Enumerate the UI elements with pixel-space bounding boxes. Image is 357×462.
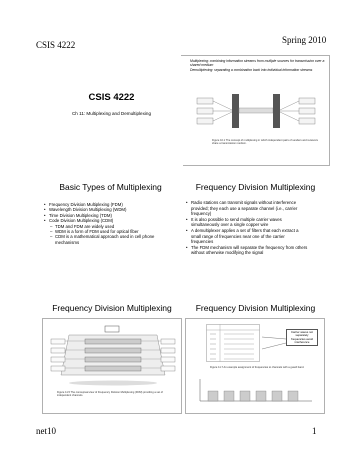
slide-heading: Basic Types of Multiplexing xyxy=(59,182,162,192)
demultiplexing-definition: Demultiplexing: separating a combination back into individual information streams xyxy=(190,67,313,72)
callout-note: Carrier waves not separately frequencies avoid interference xyxy=(286,329,318,346)
fdm-bullets xyxy=(186,200,308,256)
types-list xyxy=(44,202,178,245)
definition-text xyxy=(190,59,326,72)
course-header: CSIS 4222 xyxy=(36,40,76,50)
multiplexing-diagram xyxy=(192,90,322,134)
sub-list-item: – WDM is a form of FDM used for optical fiber xyxy=(44,229,178,234)
sub-list-item: – TDM and FDM are widely used xyxy=(44,224,178,229)
list-item: • The FDM mechanism will separate the frequency from others without otherwise modifying the signal xyxy=(186,245,308,256)
list-item: • Radio stations can transmit signals without interference provided; they each use a separate channel (i.e., carrier frequency) xyxy=(186,200,308,217)
page-number: 1 xyxy=(312,426,317,436)
list-item: • Code Division Multiplexing (CDM) xyxy=(44,218,178,223)
slide-heading: Frequency Division Multiplexing xyxy=(52,303,172,313)
list-item: • Time Division Multiplexing (TDM) xyxy=(44,213,178,218)
slide-title-subtitle: Ch 11: Multiplexing and Demultiplexing xyxy=(71,111,152,116)
slide-heading: Frequency Division Multiplexing xyxy=(195,303,316,313)
multiplexing-definition: Multiplexing: combining information streams from multiple sources for transmission over a shared medium xyxy=(190,59,325,68)
list-item: • Wavelength Division Multiplexing (WDM) xyxy=(44,207,178,212)
frequency-table xyxy=(206,324,260,362)
list-item: • Frequency Division Multiplexing (FDM) xyxy=(44,202,178,207)
slide-title xyxy=(40,56,183,166)
slide-title-heading: CSIS 4222 xyxy=(88,92,135,103)
sub-list-item: – CDM is a mathematical approach used in cell phone mechanisms xyxy=(44,234,178,245)
callout-arrows xyxy=(262,335,286,351)
footer-label: net10 xyxy=(36,426,56,436)
slide-multiplexing-concept xyxy=(181,55,330,166)
figure-caption: Figure 11.5 The conceptual view of Frequency Division Multiplexing (FDM) providing a set of independent channels. xyxy=(57,391,163,398)
list-item: • It is also possible to send multiple carrier waves simultaneously over a single copper wire xyxy=(186,217,308,228)
slide-heading: Frequency Division Multiplexing xyxy=(195,182,316,192)
slide-fdm-table xyxy=(183,303,328,415)
slide-fdm-text xyxy=(183,178,328,289)
table-caption: Figure 11.7 An example assignment of frequencies to channels with a guard band. xyxy=(210,366,305,369)
semester-header: Spring 2010 xyxy=(282,35,327,45)
figure-frame xyxy=(42,318,182,414)
slide-fdm-diagram xyxy=(40,303,184,415)
figure-caption: Figure 10.1 The concept of multiplexing in which independent pairs of senders and receivers share a transmission medium. xyxy=(212,139,318,146)
figure-frame xyxy=(185,318,325,414)
list-item: • A demultiplexer applies a set of filters that each extract a small range of frequencies near one of the carrier frequencies xyxy=(186,228,308,245)
frequency-spectrum-diagram xyxy=(196,377,316,407)
fdm-channel-diagram xyxy=(47,325,179,387)
slide-basic-types xyxy=(40,178,181,289)
